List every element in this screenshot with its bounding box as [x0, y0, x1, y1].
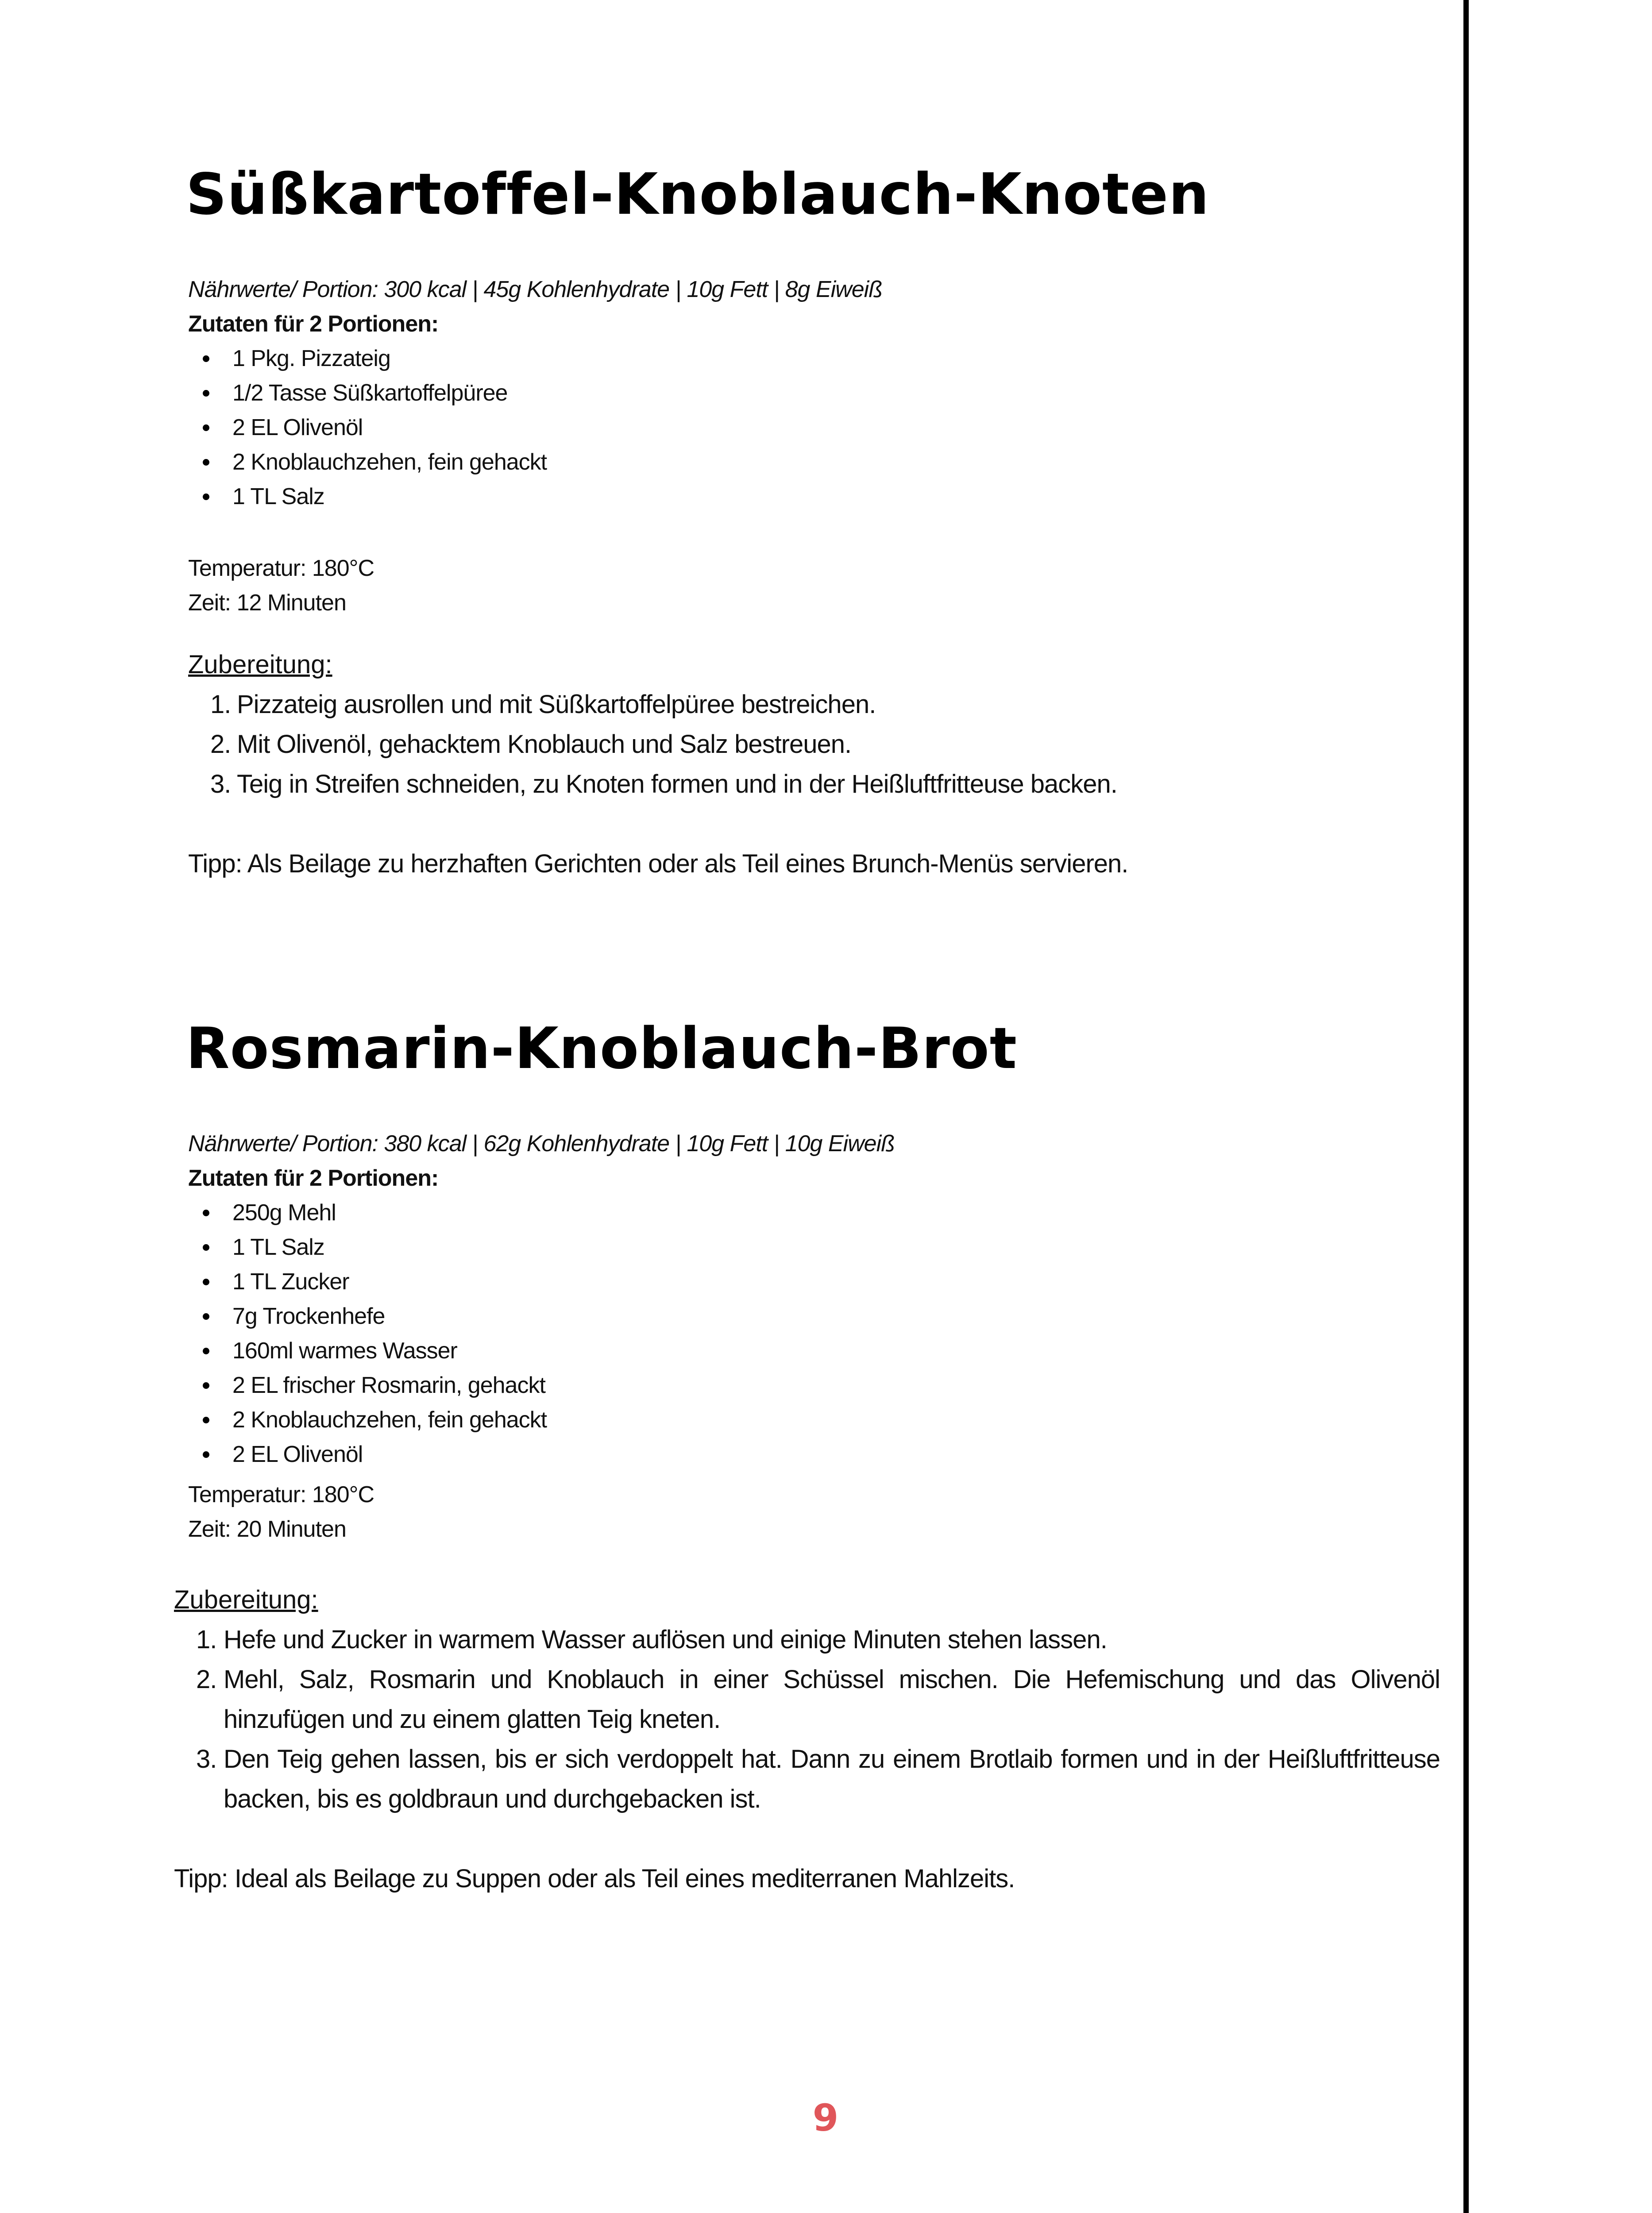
step-text: Den Teig gehen lassen, bis er sich verdoppelt hat. Dann zu einem Brotlaib formen und in der Heißluftfritteuse backen, bis es goldbraun und durchgebacken ist.	[224, 1745, 1440, 1813]
ingredient-item: 2 EL Olivenöl	[188, 1437, 547, 1472]
ingredients-list	[188, 1195, 547, 1472]
tip-text: Tipp: Ideal als Beilage zu Suppen oder als Teil eines mediterranen Mahlzeits.	[174, 1864, 1015, 1893]
step-item	[188, 725, 1428, 764]
ingredient-item: 1 TL Zucker	[188, 1265, 547, 1299]
step-item	[188, 685, 1428, 725]
step-item	[174, 1660, 1440, 1739]
preparation-steps	[174, 1620, 1440, 1819]
ingredient-item: 7g Trockenhefe	[188, 1299, 547, 1334]
step-text: Pizzateig ausrollen und mit Süßkartoffelpüree bestreichen.	[237, 690, 876, 719]
nutrition-info: Nährwerte/ Portion: 300 kcal | 45g Kohlenhydrate | 10g Fett | 8g Eiweiß	[188, 277, 882, 302]
preparation-steps	[188, 685, 1428, 804]
preparation-heading: Zubereitung:	[188, 650, 332, 679]
step-text: Hefe und Zucker in warmem Wasser auflösen und einige Minuten stehen lassen.	[224, 1625, 1107, 1654]
ingredient-item: 1/2 Tasse Süßkartoffelpüree	[188, 376, 547, 410]
ingredient-item: 1 TL Salz	[188, 1230, 547, 1265]
step-number: 1.	[210, 690, 231, 719]
ingredients-heading: Zutaten für 2 Portionen:	[188, 1165, 439, 1191]
preparation-heading: Zubereitung:	[174, 1585, 318, 1614]
step-item	[188, 764, 1428, 804]
cooking-time: Zeit: 12 Minuten	[188, 590, 346, 616]
temperature: Temperatur: 180°C	[188, 1482, 374, 1507]
step-text: Teig in Streifen schneiden, zu Knoten formen und in der Heißluftfritteuse backen.	[237, 770, 1117, 798]
step-number: 3.	[196, 1745, 217, 1773]
step-text: Mit Olivenöl, gehacktem Knoblauch und Salz bestreuen.	[237, 730, 852, 759]
ingredient-item: 2 Knoblauchzehen, fein gehackt	[188, 1403, 547, 1437]
temperature: Temperatur: 180°C	[188, 555, 374, 581]
recipe-title: Süßkartoffel-Knoblauch-Knoten	[186, 162, 1210, 227]
page-number: 9	[812, 2096, 839, 2140]
step-number: 1.	[196, 1625, 217, 1654]
recipe-title: Rosmarin-Knoblauch-Brot	[186, 1016, 1017, 1082]
ingredients-heading: Zutaten für 2 Portionen:	[188, 311, 439, 337]
ingredient-item: 2 Knoblauchzehen, fein gehackt	[188, 445, 547, 479]
cooking-time: Zeit: 20 Minuten	[188, 1516, 346, 1542]
ingredients-list	[188, 341, 547, 514]
step-number: 2.	[210, 730, 231, 759]
step-item	[174, 1620, 1440, 1660]
step-number: 2.	[196, 1665, 217, 1694]
ingredient-item: 2 EL Olivenöl	[188, 410, 547, 445]
step-text: Mehl, Salz, Rosmarin und Knoblauch in einer Schüssel mischen. Die Hefemischung und das Olivenöl hinzufügen und zu einem glatten Teig kneten.	[224, 1665, 1440, 1734]
step-number: 3.	[210, 770, 231, 798]
step-item	[174, 1739, 1440, 1819]
tip-text: Tipp: Als Beilage zu herzhaften Gerichten oder als Teil eines Brunch-Menüs servieren.	[188, 849, 1128, 878]
ingredient-item: 1 Pkg. Pizzateig	[188, 341, 547, 376]
ingredient-item: 2 EL frischer Rosmarin, gehackt	[188, 1368, 547, 1403]
ingredient-item: 160ml warmes Wasser	[188, 1334, 547, 1368]
ingredient-item: 1 TL Salz	[188, 479, 547, 514]
page-edge-rule	[1463, 0, 1469, 2213]
ingredient-item: 250g Mehl	[188, 1195, 547, 1230]
nutrition-info: Nährwerte/ Portion: 380 kcal | 62g Kohlenhydrate | 10g Fett | 10g Eiweiß	[188, 1131, 895, 1157]
